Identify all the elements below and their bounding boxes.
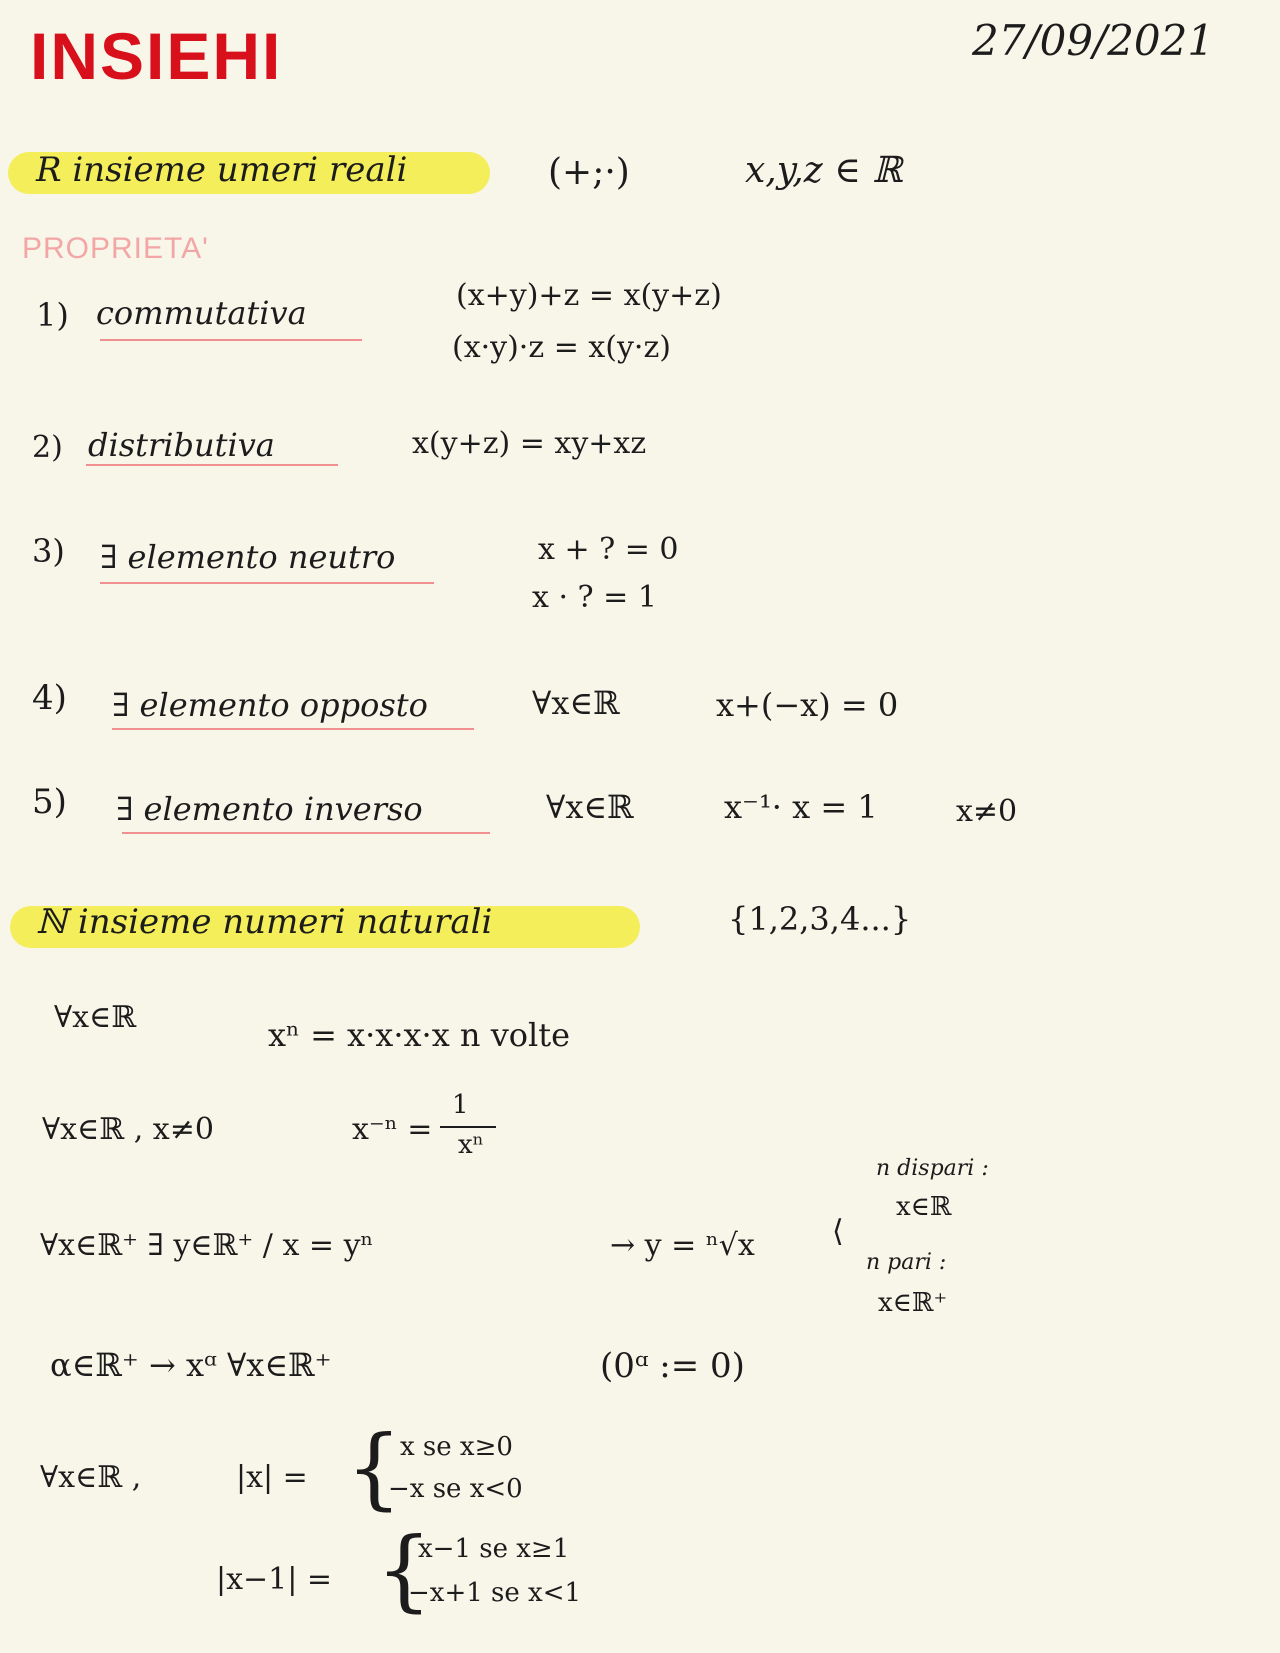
rule-formula: xⁿ = x·x·x·x n volte	[268, 1016, 571, 1054]
property-number: 3)	[32, 532, 65, 570]
rule-quantifier: ∀x∈ℝ	[54, 1000, 137, 1035]
reals-heading: R insieme umeri reali	[36, 150, 408, 190]
abs-case: x se x≥0	[400, 1432, 513, 1462]
root-even-set: x∈ℝ⁺	[878, 1288, 948, 1318]
abs2-case: −x+1 se x<1	[408, 1578, 582, 1608]
underline	[122, 832, 490, 834]
fraction-numerator: 1	[452, 1090, 469, 1120]
property-name: ∃ elemento neutro	[100, 538, 396, 576]
naturals-heading: ℕ insieme numeri naturali	[36, 902, 493, 942]
property-condition: x≠0	[956, 794, 1018, 829]
underline	[112, 728, 474, 730]
property-formula: (x+y)+z = x(y+z)	[456, 278, 722, 313]
naturals-set: {1,2,3,4...}	[728, 900, 912, 938]
reals-vars: x,y,z ∈ ℝ	[745, 150, 903, 191]
property-formula: x · ? = 1	[532, 580, 657, 615]
rule-quantifier: ∀x∈ℝ , x≠0	[42, 1112, 214, 1147]
property-quantifier: ∀x∈ℝ	[546, 788, 634, 826]
rule-note: (0ᵅ := 0)	[600, 1346, 745, 1386]
property-name: ∃ elemento opposto	[112, 686, 428, 724]
abs2-brace: {	[376, 1518, 432, 1621]
underline	[86, 464, 338, 466]
rule-quantifier: ∀x∈ℝ ,	[40, 1460, 142, 1495]
fraction-bar	[440, 1126, 496, 1128]
root-odd-label: n dispari :	[876, 1156, 989, 1181]
property-number: 4)	[32, 678, 67, 718]
property-name: distributiva	[88, 426, 275, 464]
abs-case: −x se x<0	[388, 1474, 523, 1504]
property-name: ∃ elemento inverso	[116, 790, 423, 828]
properties-label: PROPRIETA'	[22, 232, 209, 265]
abs2-lhs: |x−1| =	[216, 1562, 333, 1597]
property-formula: x+(−x) = 0	[716, 686, 899, 724]
property-formula: x + ? = 0	[538, 532, 679, 567]
rule-quantifier: ∀x∈ℝ⁺ ∃ y∈ℝ⁺ / x = yⁿ	[40, 1228, 374, 1263]
property-number: 5)	[32, 782, 67, 822]
property-formula: x(y+z) = xy+xz	[412, 426, 647, 461]
fraction-denominator: xⁿ	[458, 1130, 484, 1160]
abs-lhs: |x| =	[236, 1460, 308, 1495]
rule-formula: x⁻ⁿ =	[352, 1112, 433, 1147]
abs-brace: {	[346, 1416, 402, 1519]
abs2-case: x−1 se x≥1	[418, 1534, 570, 1564]
root-brace: ⟨	[832, 1214, 844, 1249]
property-number: 1)	[36, 296, 69, 334]
property-quantifier: ∀x∈ℝ	[532, 684, 620, 722]
property-number: 2)	[32, 430, 63, 465]
reals-operations: (+;·)	[548, 152, 630, 193]
date: 27/09/2021	[972, 16, 1215, 65]
property-formula: (x·y)·z = x(y·z)	[452, 330, 671, 365]
root-even-label: n pari :	[866, 1250, 947, 1275]
property-name: commutativa	[96, 294, 307, 332]
root-odd-set: x∈ℝ	[896, 1192, 952, 1222]
rule-formula: → y = ⁿ√x	[610, 1228, 755, 1263]
underline	[100, 582, 434, 584]
rule-formula: α∈ℝ⁺ → xᵅ ∀x∈ℝ⁺	[50, 1346, 332, 1384]
underline	[100, 339, 362, 341]
page-title: INSIEHI	[30, 19, 283, 93]
property-formula: x⁻¹· x = 1	[724, 788, 878, 826]
